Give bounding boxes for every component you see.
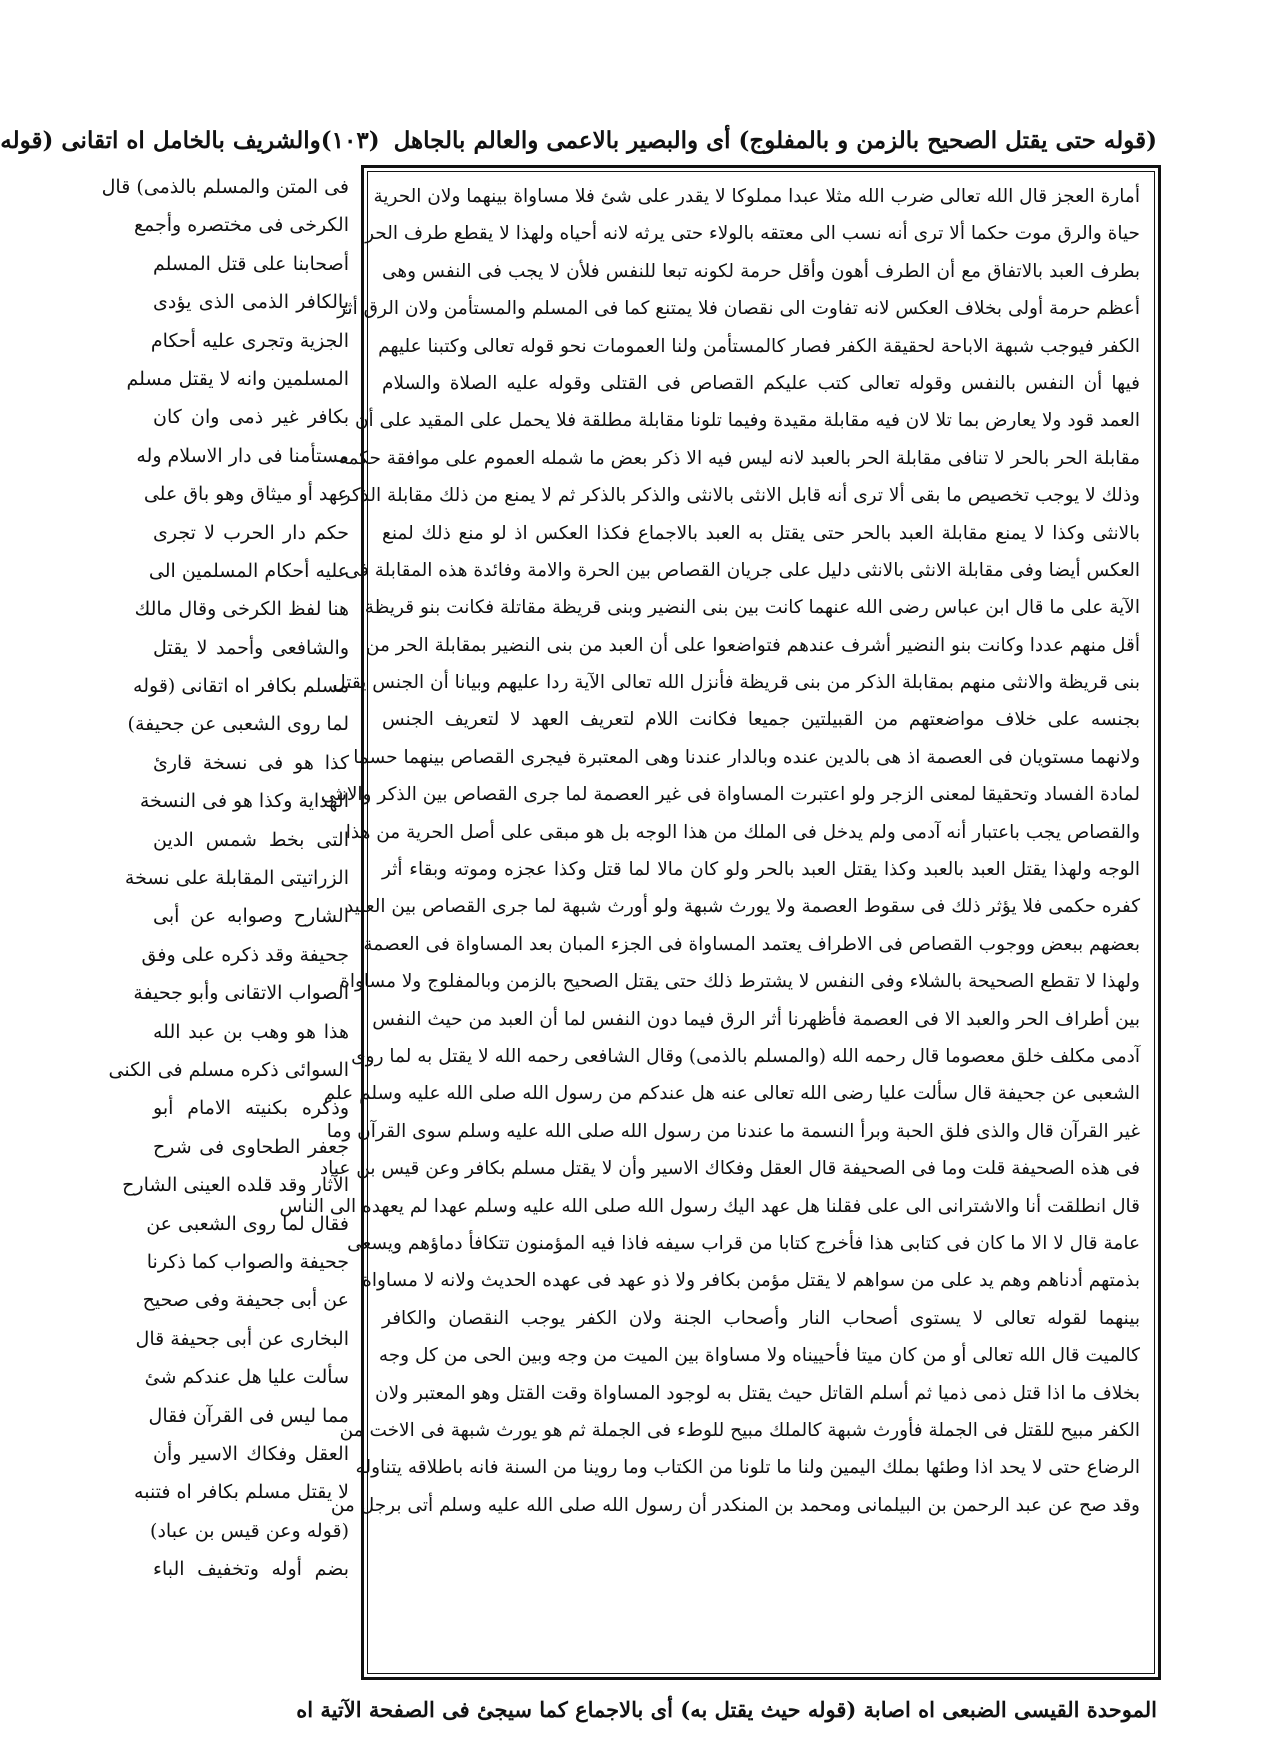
margin-text-line: جحيفة والصواب كما ذكرنا <box>146 1250 349 1273</box>
main-text-line: غير القرآن قال والذى فلق الحبة وبرأ النسمة ما عندنا من رسول الله صلى الله عليه وسلم سوى القرآن وما <box>326 1120 1140 1142</box>
margin-text-line: فى المتن والمسلم بالذمى) قال <box>101 176 349 198</box>
main-text-line: الآية على ما قال ابن عباس رضى الله عنهما كانت بين بنى النضير وبنى قريظة مقاتلة فكانت بنو قريظة <box>364 597 1140 619</box>
margin-text-line: البخارى عن أبى جحيفة قال <box>135 1327 349 1350</box>
main-text-line: فيها أن النفس بالنفس وقوله تعالى كتب عليكم القصاص فى القتلى وقوله عليه الصلاة والسلام <box>382 372 1140 394</box>
margin-text-line: بكافر غير ذمى وان كان <box>153 406 349 429</box>
main-text-line: بين أطراف الحر والعبد الا فى العصمة فأظهرنا أثر الرق فيما دون النفس لما أن العبد من حيث النفس <box>372 1008 1140 1030</box>
main-text-line: كفره حكمى فلا يؤثر ذلك فى سقوط العصمة ولا يورث شبهة ولو أورث شبهة لما جرى القصاص بين العبيد <box>344 896 1140 918</box>
main-text-line: الشعبى عن جحيفة قال سألت عليا رضى الله تعالى عنه هل عندكم من رسول الله صلى الله عليه وسلم علم <box>323 1083 1140 1105</box>
margin-commentary <box>101 168 349 1668</box>
main-text-line: وذلك لا يوجب تخصيص ما بقى ألا ترى أنه قابل الانثى بالانثى والذكر بالذكر ثم لا يمنع من ذلك مقابلة الذكر <box>341 485 1140 507</box>
margin-text-line: أصحابنا على قتل المسلم <box>153 252 349 275</box>
header-right-group <box>321 127 1157 154</box>
page-footer <box>155 1690 1157 1730</box>
header-left-text: والشريف بالخامل اه اتقانى (قوله <box>0 126 321 154</box>
margin-text-line: فقال لما روى الشعبى عن <box>146 1212 349 1235</box>
footer-text: الموحدة القيسى الضبعى اه اصابة (قوله حيث يقتل به) أى بالاجماع كما سيجئ فى الصفحة الآتية اه <box>296 1697 1157 1722</box>
margin-text-line: جحيفة وقد ذكره على وفق <box>141 943 349 966</box>
main-text-line: بينهما لقوله تعالى لا يستوى أصحاب النار وأصحاب الجنة ولان الكفر يوجب النقصان والكافر <box>382 1307 1140 1329</box>
main-text-line: كالميت قال الله تعالى أو من كان ميتا فأحييناه ولا مساواة بين الميت من وجه وبين الحى من كل وجه <box>378 1345 1140 1367</box>
main-text-line: بذمتهم أدناهم وهم يد على من سواهم لا يقتل مؤمن بكافر ولا ذو عهد فى عهده الحديث ولانه لا مساواة <box>362 1270 1140 1292</box>
margin-text-line: حكم دار الحرب لا تجرى <box>153 521 349 544</box>
main-text-line: بعضهم ببعض ووجوب القصاص فى الاطراف يعتمد المساواة فى الجزء المبان بعد المساواة فى العصمة <box>363 933 1140 955</box>
main-text-line: عامة قال لا الا ما كان فى كتابى هذا فأخرج كتابا من قراب سيفه فاذا فيه المؤمنون تتكافأ دماؤهم ويسعى <box>347 1232 1140 1254</box>
margin-text-line: السوائى ذكره مسلم فى الكنى <box>108 1058 349 1081</box>
margin-text-line: الكرخى فى مختصره وأجمع <box>133 214 349 237</box>
margin-text-line: الشارح وصوابه عن أبى <box>153 905 349 928</box>
margin-text-line: مسلم بكافر اه اتقانى (قوله <box>133 675 349 698</box>
margin-text-line: بالكافر الذمى الذى يؤدى <box>153 291 349 314</box>
main-text-line: بالانثى وكذا لا يمنع مقابلة العبد بالحر حتى يقتل به العبد بالاجماع فكذا العكس اذ لو منع ذلك لمنع <box>382 522 1140 544</box>
main-text-line: أقل منهم عددا وكانت بنو النضير أشرف عندهم فتواضعوا على أن العبد من بنى النضير بمقابلة الحر من <box>365 634 1140 656</box>
margin-text-line: (قوله وعن قيس بن عباد) <box>150 1519 349 1542</box>
main-text-line: بطرف العبد بالاتفاق مع أن الطرف أهون وأقل حرمة لكونه تبعا للنفس فلأن لا يجب فى النفس وهى <box>382 260 1140 282</box>
main-text-line: حياة والرق موت حكما ألا ترى أنه نسب الى معتقه بالولاء حتى يرثه لانه أحياه ولهذا لا يقطع طرف الحر <box>365 223 1140 245</box>
main-text-line: أمارة العجز قال الله تعالى ضرب الله مثلا عبدا مملوكا لا يقدر على شئ فلا مساواة بينهما ولان الحرية <box>373 186 1140 207</box>
margin-text-line: عهد أو ميثاق وهو باق على <box>143 483 349 506</box>
main-text-line: الكفر مبيح للقتل فى الجملة فأورث شبهة كالملك مبيح للوطء فى الجملة ثم هو يورث شبهة فى الاخت من <box>339 1419 1140 1441</box>
margin-text-line: الصواب الاتقانى وأبو جحيفة <box>133 982 349 1005</box>
main-text-line: أعظم حرمة أولى بخلاف العكس لانه تفاوت الى نقصان فلا يمتنع كما فى المسلم والمستأمن ولان الرق أثر <box>337 298 1140 320</box>
main-text-line: العكس أيضا وفى مقابلة الانثى بالانثى دليل على جريان القصاص بين الحرة والامة وفائدة هذه المقابلة فى <box>344 559 1140 581</box>
main-text-line: الوجه ولهذا يقتل العبد بالعبد وكذا يقتل العبد بالحر ولو كان مالا لما قتل وكذا عجزه وموته وبقاء أثر <box>382 859 1140 881</box>
main-text-body <box>279 171 1155 1674</box>
margin-text-line: كذا هو فى نسخة قارئ <box>153 751 349 774</box>
main-text-line: بنى قريظة والانثى منهم بمقابلة الذكر من بنى قريظة فأنزل الله تعالى الآية ردا عليهم وبيانا أن الجنس يقتل <box>332 672 1140 694</box>
main-text-line: الكفر فيوجب شبهة الاباحة لحقيقة الكفر فصار كالمستأمن ولنا العمومات نحو قوله تعالى وكتبنا عليهم <box>378 335 1140 357</box>
main-text-line: ولهذا لا تقطع الصحيحة بالشلاء وفى النفس لا يشترط ذلك حتى يقتل الصحيح بالزمن وبالمفلوج ولا مساواة <box>340 971 1140 993</box>
margin-text-line: عن أبى جحيفة وفى صحيح <box>142 1289 349 1312</box>
margin-text-line: سألت عليا هل عندكم شئ <box>144 1366 349 1389</box>
margin-text-line: الهداية وكذا هو فى النسخة <box>139 790 349 813</box>
main-text-line: مقابلة الحر بالحر لا تنافى مقابلة الحر بالعبد لانه ليس فيه الا ذكر بعض ما شمله العموم على موافقة حكمه <box>338 447 1140 469</box>
main-text-line: والقصاص يجب باعتبار أنه آدمى ولم يدخل فى الملك من هذا الوجه بل هو مبقى على أصل الحرية من هذا <box>345 821 1140 843</box>
margin-text-line: مما ليس فى القرآن فقال <box>148 1404 349 1427</box>
main-text-line: آدمى مكلف خلق معصوما قال رحمه الله (والمسلم بالذمى) وقال الشافعى رحمه الله لا يقتل به لما روى <box>351 1045 1140 1067</box>
margin-text-line: المسلمين وانه لا يقتل مسلم <box>126 367 349 390</box>
margin-text-line: الآثار وقد قلده العينى الشارح <box>122 1174 349 1197</box>
main-text-line: لمادة الفساد وتحقيقا لمعنى الزجر ولو اعتبرت المساواة فى غير العصمة لما جرى القصاص بين الذكر والانثى <box>320 784 1140 806</box>
margin-text-line: هذا هو وهب بن عبد الله <box>153 1020 349 1043</box>
margin-text-line: بضم أوله وتخفيف الباء <box>153 1558 349 1581</box>
margin-text-line: الزراتيتى المقابلة على نسخة <box>124 867 349 890</box>
margin-text-line: لما روى الشعبى عن جحيفة) <box>127 713 349 736</box>
main-text-line: بجنسه على خلاف مواضعتهم من القبيلتين جميعا فكانت اللام لتعريف العهد لا لتعريف الجنس <box>382 709 1140 731</box>
main-text-line: فى هذه الصحيفة قلت وما فى الصحيفة قال العقل وفكاك الاسير وأن لا يقتل مسلم بكافر وعن قيس بن عباد <box>319 1158 1140 1180</box>
main-text-line: الرضاع حتى لا يحد اذا وطئها بملك اليمين ولنا ما تلونا من الكتاب وما روينا من السنة فانه باطلاقه يتناوله <box>355 1457 1140 1479</box>
main-text-line: قال انطلقت أنا والاشترانى الى على فقلنا هل عهد اليك رسول الله صلى الله عليه وسلم عهدا لم يعهده الى الناس <box>279 1195 1140 1217</box>
margin-text-line: لا يقتل مسلم بكافر اه فتنبه <box>134 1481 349 1504</box>
margin-text-line: وذكره بكنيته الامام أبو <box>153 1097 349 1120</box>
margin-text-line: مستأمنا فى دار الاسلام وله <box>136 444 349 467</box>
margin-text-line: والشافعى وأحمد لا يقتل <box>153 636 349 659</box>
margin-text-line: جعفر الطحاوى فى شرح <box>153 1135 349 1158</box>
margin-text-line: هنا لفظ الكرخى وقال مالك <box>134 598 349 621</box>
main-text-line: العمد قود ولا يعارض بما تلا لان فيه مقابلة مقيدة وفيما تلونا مقابلة مطلقة فلا يحمل على المقيد على أن <box>354 410 1140 432</box>
margin-text-line: التى بخط شمس الدين <box>153 828 349 851</box>
margin-text-line: عليه أحكام المسلمين الى <box>148 559 349 582</box>
main-text-line: وقد صح عن عبد الرحمن بن البيلمانى ومحمد بن المنكدر أن رسول الله صلى الله عليه وسلم أتى برجل من <box>330 1494 1140 1516</box>
page-header <box>0 118 1157 162</box>
margin-text-line: العقل وفكاك الاسير وأن <box>153 1442 349 1465</box>
header-right-text: (قوله حتى يقتل الصحيح بالزمن و بالمفلوج) أى والبصير بالاعمى والعالم بالجاهل <box>393 126 1157 154</box>
main-text-line: بخلاف ما اذا قتل ذمى ذميا ثم أسلم القاتل حيث يقتل به لوجود المساواة وقت القتل وهو المعتبر ولان <box>375 1382 1140 1404</box>
page-number: (١٠٣) <box>320 126 380 154</box>
main-text-line: ولانهما مستويان فى العصمة اذ هى بالدين عنده وبالدار عندنا وهى المعتبرة فيجرى القصاص بينهما حسما <box>353 746 1140 768</box>
margin-text-line: الجزية وتجرى عليه أحكام <box>150 329 349 352</box>
